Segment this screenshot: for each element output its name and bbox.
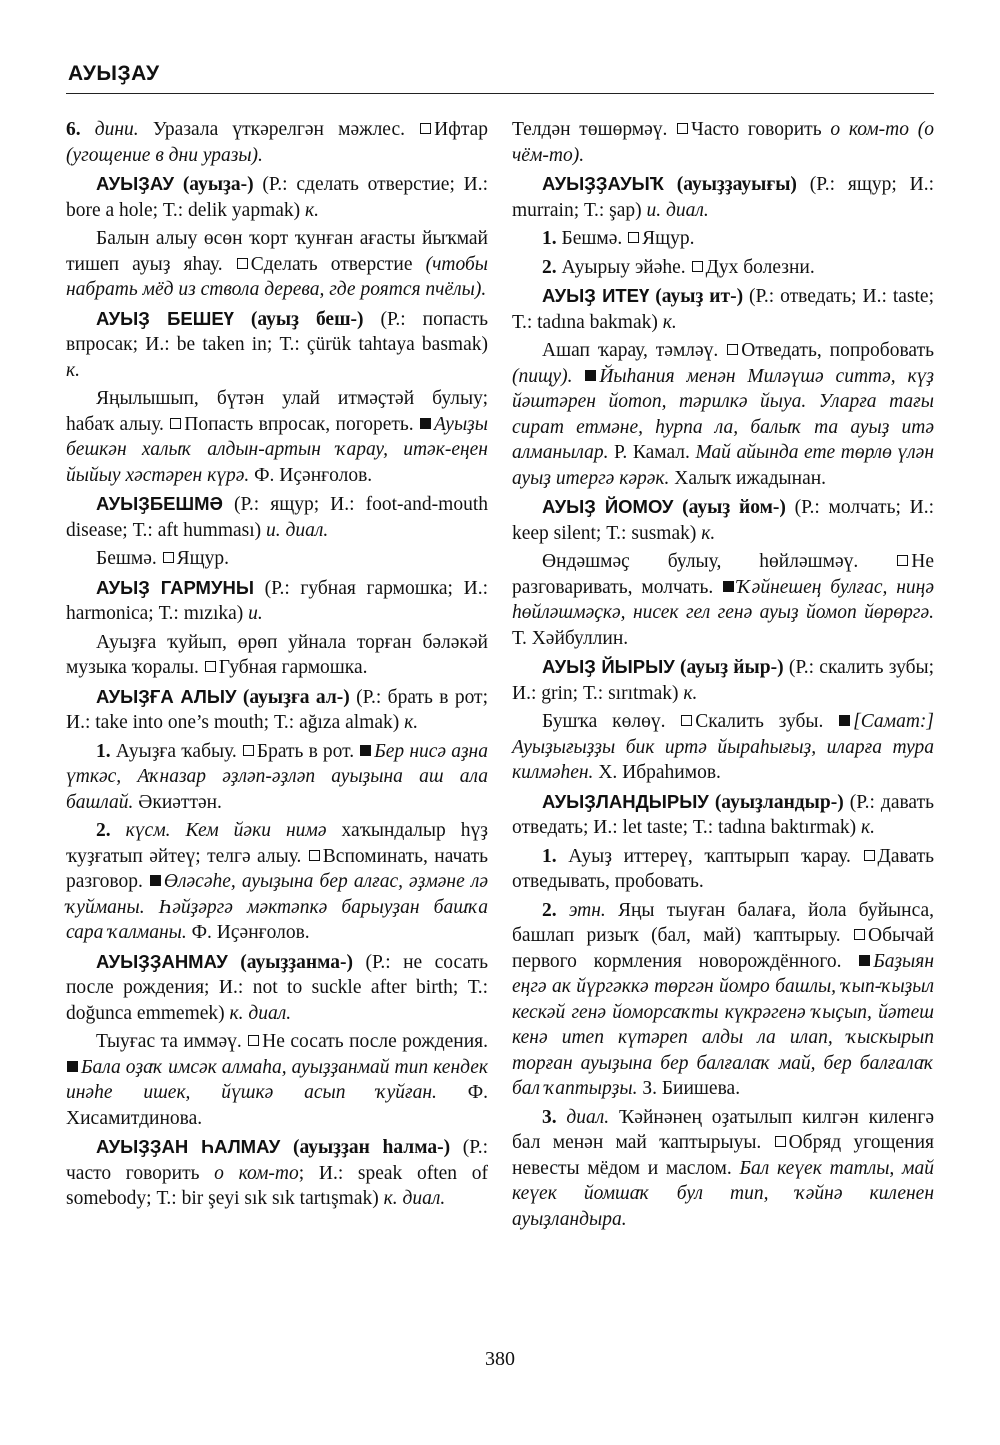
text-run: Телдән төшөрмәү. xyxy=(512,119,677,140)
text-run: Тыуғас та иммәү. xyxy=(96,1031,248,1052)
headword: АУЫҘ ЙЫРЫУ xyxy=(542,656,675,677)
dictionary-paragraph xyxy=(66,1134,488,1212)
dictionary-paragraph xyxy=(512,1105,934,1233)
italic-text: диал. xyxy=(566,1106,610,1128)
dictionary-paragraph xyxy=(66,386,488,488)
text-run: ; И.: speak often of somebody; Т.: bir şeyi sık sık tartışmak) xyxy=(66,1162,488,1209)
text-run: Ауыҙға ҡуйып, өрөп уйнала торған бәләкәй музыка ҡоралы. xyxy=(66,631,488,678)
text-run: (Р.: попасть впросак; И.: be taken in; Т.: çürük tahtaya basmak) xyxy=(66,308,488,355)
dictionary-paragraph xyxy=(512,709,934,786)
text-run: (Р.: часто говорить xyxy=(66,1137,488,1184)
text-run: Ҡәйнәнең оҙатылып килгән киленгә бал менән май ҡаптырыуы. xyxy=(512,1106,934,1153)
italic-text: и. диал. xyxy=(646,199,709,221)
italic-text: күсм. Кем йәки нимә xyxy=(125,820,327,841)
bold-text: 2. xyxy=(96,820,111,841)
bold-text: (ауыҙға ал-) xyxy=(242,686,350,708)
bold-text: 1. xyxy=(542,228,557,249)
text-run: Яңы тыуған балаға, йола буйынса, башлап ризыҡ (бал, май) ҡаптырыу. xyxy=(512,899,935,946)
text-run xyxy=(557,900,569,921)
italic-text: к. xyxy=(66,359,80,381)
text-run: Попасть впросак, погореть. xyxy=(184,413,420,435)
text-run xyxy=(664,174,677,195)
bold-text: (ауыҙ йом-) xyxy=(682,497,786,518)
bold-text: (ауыҙа-) xyxy=(182,174,254,195)
text-run: Уразала үткәрелгән мәжлес. xyxy=(138,119,420,140)
translation-square-icon xyxy=(854,929,865,940)
dictionary-paragraph xyxy=(66,1029,488,1131)
italic-text: к. диал. xyxy=(383,1188,446,1209)
text-run xyxy=(572,366,584,387)
text-run xyxy=(228,952,240,973)
translation-square-icon xyxy=(170,418,181,429)
example-filled-square-icon xyxy=(723,581,734,592)
italic-text: и. xyxy=(248,603,263,624)
dictionary-paragraph xyxy=(512,338,934,491)
text-run: Р. Камал. xyxy=(608,442,696,463)
translation-square-icon xyxy=(420,123,431,134)
text-run: (Р.: скалить зубы; И.: grin; Т.: sırıtmak) xyxy=(512,657,935,704)
example-filled-square-icon xyxy=(360,745,371,756)
text-run: (Р.: брать в рот; И.: take into one’s mouth; Т.: ağıza almak) xyxy=(66,686,488,733)
translation-square-icon xyxy=(897,555,908,566)
italic-text: к. xyxy=(683,682,698,704)
italic-text: дини. xyxy=(94,119,139,140)
dictionary-paragraph xyxy=(66,630,488,681)
bold-text: 2. xyxy=(542,256,557,278)
dictionary-paragraph xyxy=(512,171,934,223)
text-run: (Р.: ящур; И.: foot-and-mouth disease; Т.: aft humması) xyxy=(66,494,488,541)
translation-square-icon xyxy=(692,261,703,272)
italic-text: к. xyxy=(861,817,876,838)
dictionary-paragraph xyxy=(66,949,488,1027)
dictionary-paragraph xyxy=(512,283,934,335)
text-run: Бешмә. xyxy=(96,548,162,569)
italic-text: Май айында ете төрлө үлән ауыҙ итергә кәрәк. xyxy=(512,442,934,489)
bold-text: 6. xyxy=(66,119,81,140)
translation-square-icon xyxy=(864,850,875,861)
translation-square-icon xyxy=(248,1035,259,1046)
text-run: Сделать отверстие xyxy=(250,253,426,275)
text-run xyxy=(234,309,251,330)
bold-text: (ауыҙландыр-) xyxy=(714,791,844,813)
text-run: Дух болезни. xyxy=(705,256,815,278)
text-run: (Р.: ящур; И.: murrain; Т.: şap) xyxy=(512,174,934,221)
bold-text: (ауыҙҙанма-) xyxy=(240,951,353,973)
text-run: Ашап ҡарау, тәмләү. xyxy=(542,340,727,361)
dictionary-paragraph xyxy=(512,654,934,706)
italic-text: Бала оҙаҡ имсәк алмаһа, ауыҙҙанмай тип кендек инәһе ишек, йүшкә асып ҡуйған. xyxy=(66,1056,488,1103)
text-run: Бушҡа көлөү. xyxy=(542,711,681,732)
dictionary-paragraph xyxy=(66,739,488,816)
text-run: Ф. Иҫәнғолов. xyxy=(186,922,310,943)
text-run: Обычай первого кормления новорождённого. xyxy=(512,925,934,972)
bold-text: 1. xyxy=(542,845,557,867)
text-run: (Р.: губная гармошка; И.: harmonica; Т.: mızıka) xyxy=(66,577,488,624)
text-run: Не разговаривать, молчать. xyxy=(512,551,934,598)
dictionary-paragraph xyxy=(512,789,934,841)
text-run xyxy=(111,820,126,841)
bold-text: 1. xyxy=(96,740,111,762)
translation-square-icon xyxy=(681,715,692,726)
translation-square-icon xyxy=(237,258,248,269)
text-run: Отведать, попробовать xyxy=(741,340,934,361)
italic-text: Баҙыян еңгә ак йүргәккә төргән йомро башлы, ҡып-ҡыҙыл кескәй генә йоморсаҡты күкрәгенә ҡыҫып, йәтеш кенә итеп күтәреп алды ла илап, ҡыскырып торған ауыҙына бер балғалаҡ май, бер балғалаҡ бал ҡаптырҙы. xyxy=(512,950,934,1099)
bold-text: 3. xyxy=(542,1106,557,1128)
running-head: АУЫҘАУ xyxy=(68,62,160,85)
dictionary-paragraph xyxy=(512,226,934,252)
text-run: Ф. Хисамитдинова. xyxy=(66,1082,489,1129)
bold-text: (ауыҙҙауығы) xyxy=(676,174,797,195)
italic-text: (пищу). xyxy=(512,365,573,387)
dictionary-paragraph xyxy=(66,546,488,572)
headword: АУЫҘҘАН ҺАЛМАУ xyxy=(96,1136,281,1157)
text-run: Бешмә. xyxy=(556,228,628,249)
headword: АУЫҘ ИТЕҮ xyxy=(542,285,650,306)
dictionary-paragraph xyxy=(66,818,488,946)
text-run: (Р.: молчать; И.: keep silent; Т.: susmak) xyxy=(512,497,935,544)
text-run: Х. Ибраһимов. xyxy=(593,762,721,783)
text-run: Давать отведывать, пробовать. xyxy=(512,845,934,892)
text-run: Вспоминать, начать разговор. xyxy=(66,845,488,892)
text-run: Ауыҙ иттереү, ҡаптырып ҡарау. xyxy=(556,845,863,867)
example-filled-square-icon xyxy=(150,875,161,886)
italic-text: о ком-то (о чём-то). xyxy=(512,119,934,166)
dictionary-paragraph xyxy=(66,306,488,384)
translation-square-icon xyxy=(628,232,639,243)
right-column xyxy=(512,117,934,1235)
dictionary-paragraph xyxy=(66,226,488,303)
italic-text: этн. xyxy=(568,899,606,921)
italic-text: Бер нисә аҙна үткәс, Аҡназар әҙләп-әҙләп ауыҙына аш ала башлай. xyxy=(66,740,488,813)
text-run: Ауырыу эйәһе. xyxy=(556,256,691,278)
text-run: (Р.: сделать отверстие; И.: bore a hole; Т.: delik yapmak) xyxy=(66,174,489,221)
text-run: (Р.: давать отведать; И.: let taste; Т.: tadına baktırmak) xyxy=(512,791,934,838)
headword: АУЫҘҒА АЛЫУ xyxy=(96,685,237,707)
dictionary-paragraph xyxy=(512,549,934,651)
example-filled-square-icon xyxy=(420,418,431,429)
headword: АУЫҘҘАНМАУ xyxy=(96,950,228,972)
translation-square-icon xyxy=(775,1136,786,1147)
dictionary-paragraph xyxy=(512,494,934,546)
headword: АУЫҘЛАНДЫРЫУ xyxy=(542,790,709,812)
italic-text: и. диал. xyxy=(266,519,329,541)
italic-text: к. xyxy=(404,712,419,733)
italic-text: (чтобы набрать мёд из ствола дерева, где роятся пчёлы). xyxy=(66,253,488,300)
bold-text: (ауыҙ ит-) xyxy=(655,286,744,307)
text-run xyxy=(280,1137,293,1158)
dictionary-paragraph xyxy=(512,255,934,281)
page-number: 380 xyxy=(485,1348,515,1370)
italic-text: о ком-то xyxy=(214,1162,299,1184)
text-run: З. Биишева. xyxy=(637,1078,741,1099)
dictionary-paragraph xyxy=(66,575,488,627)
translation-square-icon xyxy=(205,661,216,672)
italic-text: Өләсәһе, ауыҙына бер алғас, әҙмәне лә ҡуйманы. Һәйҙәргә мәктәпкә барыуҙан башҡа сара ҡалманы. xyxy=(66,871,489,943)
italic-text: к. xyxy=(701,522,716,544)
dictionary-paragraph xyxy=(66,491,488,543)
text-run: Ящур. xyxy=(642,228,695,249)
headword: АУЫҘБЕШМӘ xyxy=(96,493,223,514)
italic-text: Бал кеүек татлы, май кеүек йомшаҡ бул тип, ҡәйнә киленен ауыҙландыра. xyxy=(512,1157,934,1230)
text-run: (Р.: не сосать после рождения; И.: not to suckle after birth; Т.: doğunca emmemek) xyxy=(66,951,489,1024)
italic-text: к. xyxy=(662,311,677,333)
text-run: Не сосать после рождения. xyxy=(262,1031,488,1052)
text-run: Ф. Иҫәнғолов. xyxy=(249,464,373,486)
italic-text: к. диал. xyxy=(229,1002,292,1024)
dictionary-paragraph xyxy=(512,844,934,895)
italic-text: Йыһания менән Миләүшә ситтә, күҙ йәштәрен йотоп, тәрилкә йыуа. Уларға тағы сират етмәне, һурпа ла, балыҡ та ауыҙ итә алманылар. xyxy=(512,365,934,463)
text-run: Әкиәттән. xyxy=(133,791,222,813)
bold-text: (ауыҙ беш-) xyxy=(250,308,364,330)
example-filled-square-icon xyxy=(67,1061,78,1072)
text-run xyxy=(174,174,183,195)
text-run: Яңылышып, бүтән улай итмәҫтәй булыу; һабаҡ алыу. xyxy=(66,388,488,435)
example-filled-square-icon xyxy=(859,955,870,966)
text-run: Губная гармошка. xyxy=(218,657,368,678)
left-column xyxy=(66,117,488,1215)
translation-square-icon xyxy=(243,745,254,756)
italic-text: Ҡәйнешең булғас, ниңә һөйләшмәҫкә, нисек гел генә ауыҙ йомоп йөрөргә. xyxy=(512,576,934,623)
text-run: хаҡындалыр һүҙ ҡуҙғатып әйтеү; телгә алыу. xyxy=(66,820,488,867)
headword: АУЫҘ БЕШЕҮ xyxy=(96,307,234,329)
text-run: Обряд угощения невесты мёдом и маслом. xyxy=(512,1132,934,1179)
bold-text: (ауыҙҙан һалма-) xyxy=(292,1137,451,1158)
text-run: Брать в рот. xyxy=(256,740,360,762)
text-run xyxy=(673,497,682,518)
text-run: Ящур. xyxy=(176,548,230,569)
header-rule xyxy=(66,93,934,94)
translation-square-icon xyxy=(727,344,738,355)
text-run: Ифтар xyxy=(434,119,488,140)
text-run xyxy=(81,119,95,140)
headword: АУЫҘ ЙОМОУ xyxy=(542,496,674,517)
dictionary-paragraph xyxy=(512,898,934,1102)
entry-continuation xyxy=(66,117,488,168)
italic-text: к. xyxy=(305,199,320,221)
italic-text: Ауыҙы бешкән халыҡ алдын-артын ҡарау, итәк-еңен йыйыу хәстәрен күрә. xyxy=(66,413,488,486)
entry-continuation xyxy=(512,117,934,168)
text-run: (Р.: отведать; И.: taste; Т.: tadına bakmak) xyxy=(512,286,934,333)
translation-square-icon xyxy=(677,123,688,134)
headword: АУЫҘ ГАРМУНЫ xyxy=(96,576,254,598)
text-run: Часто говорить xyxy=(691,119,831,140)
text-run xyxy=(557,1107,567,1128)
text-run: Ауыҙға ҡабыу. xyxy=(110,740,242,762)
example-filled-square-icon xyxy=(585,370,596,381)
text-run: Халыҡ ижадынан. xyxy=(669,467,827,489)
text-run: Т. Хәйбуллин. xyxy=(512,627,629,649)
headword: АУЫҘАУ xyxy=(96,173,175,194)
headword: АУЫҘҘАУЫҠ xyxy=(542,173,664,194)
text-run: Өндәшмәҫ булыу, һөйләшмәү. xyxy=(542,551,897,572)
example-filled-square-icon xyxy=(839,715,850,726)
translation-square-icon xyxy=(163,552,174,563)
dictionary-paragraph xyxy=(66,171,488,223)
italic-text: (угощение в дни уразы). xyxy=(66,144,263,166)
text-run: Балын алыу өсөн ҡорт ҡунған ағасты йыҡмай тишеп ауыҙ яһау. xyxy=(66,228,488,275)
text-run: Скалить зубы. xyxy=(695,711,839,732)
dictionary-paragraph xyxy=(66,684,488,736)
italic-text: [Самат:] Ауыҙығыҙҙы бик иртә йыраһығыҙ, иларға тура килмәһен. xyxy=(512,711,935,783)
translation-square-icon xyxy=(309,850,320,861)
bold-text: 2. xyxy=(542,899,557,921)
bold-text: (ауыҙ йыр-) xyxy=(680,657,784,678)
